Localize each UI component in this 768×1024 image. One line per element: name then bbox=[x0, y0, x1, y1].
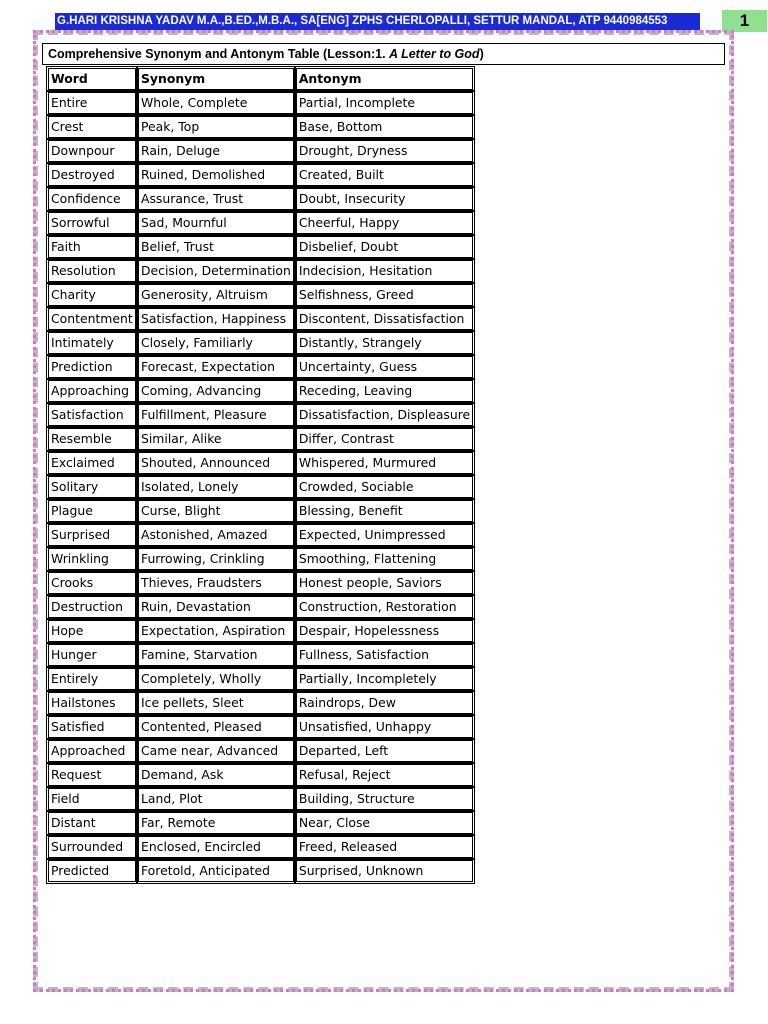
synonym-cell: Demand, Ask bbox=[138, 764, 294, 786]
word-cell: Approached bbox=[48, 740, 136, 762]
lesson-name: A Letter to God bbox=[389, 47, 480, 61]
antonym-cell: Created, Built bbox=[296, 164, 473, 186]
table-row bbox=[48, 164, 473, 186]
antonym-cell: Surprised, Unknown bbox=[296, 860, 473, 882]
antonym-cell: Refusal, Reject bbox=[296, 764, 473, 786]
antonym-cell: Partially, Incompletely bbox=[296, 668, 473, 690]
word-cell: Intimately bbox=[48, 332, 136, 354]
table-header-row bbox=[48, 68, 473, 90]
synonym-cell: Expectation, Aspiration bbox=[138, 620, 294, 642]
synonym-cell: Enclosed, Encircled bbox=[138, 836, 294, 858]
table-row bbox=[48, 236, 473, 258]
table-row bbox=[48, 716, 473, 738]
antonym-cell: Departed, Left bbox=[296, 740, 473, 762]
word-cell: Hunger bbox=[48, 644, 136, 666]
table-row bbox=[48, 308, 473, 330]
word-cell: Resemble bbox=[48, 428, 136, 450]
word-cell: Request bbox=[48, 764, 136, 786]
synonym-cell: Furrowing, Crinkling bbox=[138, 548, 294, 570]
antonym-cell: Fullness, Satisfaction bbox=[296, 644, 473, 666]
synonym-cell: Land, Plot bbox=[138, 788, 294, 810]
antonym-cell: Unsatisfied, Unhappy bbox=[296, 716, 473, 738]
antonym-cell: Indecision, Hesitation bbox=[296, 260, 473, 282]
synonym-cell: Thieves, Fraudsters bbox=[138, 572, 294, 594]
synonym-cell: Forecast, Expectation bbox=[138, 356, 294, 378]
table-row bbox=[48, 92, 473, 114]
synonym-antonym-table bbox=[46, 66, 475, 884]
column-header-antonym: Antonym bbox=[296, 68, 473, 90]
table-row bbox=[48, 260, 473, 282]
antonym-cell: Dissatisfaction, Displeasure bbox=[296, 404, 473, 426]
word-cell: Predicted bbox=[48, 860, 136, 882]
table-row bbox=[48, 428, 473, 450]
word-cell: Charity bbox=[48, 284, 136, 306]
word-cell: Approaching bbox=[48, 380, 136, 402]
table-row bbox=[48, 212, 473, 234]
table-title-suffix: ) bbox=[479, 47, 484, 61]
antonym-cell: Receding, Leaving bbox=[296, 380, 473, 402]
table-row bbox=[48, 188, 473, 210]
table-row bbox=[48, 836, 473, 858]
antonym-cell: Partial, Incomplete bbox=[296, 92, 473, 114]
antonym-cell: Disbelief, Doubt bbox=[296, 236, 473, 258]
antonym-cell: Honest people, Saviors bbox=[296, 572, 473, 594]
table-row bbox=[48, 692, 473, 714]
word-cell: Prediction bbox=[48, 356, 136, 378]
table-row bbox=[48, 548, 473, 570]
synonym-cell: Assurance, Trust bbox=[138, 188, 294, 210]
word-cell: Distant bbox=[48, 812, 136, 834]
antonym-cell: Differ, Contrast bbox=[296, 428, 473, 450]
synonym-cell: Ice pellets, Sleet bbox=[138, 692, 294, 714]
table-row bbox=[48, 740, 473, 762]
synonym-cell: Famine, Starvation bbox=[138, 644, 294, 666]
word-cell: Downpour bbox=[48, 140, 136, 162]
antonym-cell: Base, Bottom bbox=[296, 116, 473, 138]
word-cell: Solitary bbox=[48, 476, 136, 498]
table-row bbox=[48, 332, 473, 354]
table-row bbox=[48, 572, 473, 594]
synonym-cell: Ruined, Demolished bbox=[138, 164, 294, 186]
synonym-cell: Far, Remote bbox=[138, 812, 294, 834]
table-title-prefix: Comprehensive Synonym and Antonym Table (Lesson:1. bbox=[48, 47, 390, 61]
word-cell: Faith bbox=[48, 236, 136, 258]
table-row bbox=[48, 356, 473, 378]
table-row bbox=[48, 788, 473, 810]
table-row bbox=[48, 284, 473, 306]
table-row bbox=[48, 476, 473, 498]
table-row bbox=[48, 620, 473, 642]
antonym-cell: Building, Structure bbox=[296, 788, 473, 810]
table-row bbox=[48, 524, 473, 546]
synonym-cell: Sad, Mournful bbox=[138, 212, 294, 234]
antonym-cell: Smoothing, Flattening bbox=[296, 548, 473, 570]
word-cell: Satisfaction bbox=[48, 404, 136, 426]
word-cell: Confidence bbox=[48, 188, 136, 210]
header-banner: G.HARI KRISHNA YADAV M.A.,B.ED.,M.B.A., SA[ENG] ZPHS CHERLOPALLI, SETTUR MANDAL, ATP 9440984553 bbox=[55, 13, 700, 30]
word-cell: Crooks bbox=[48, 572, 136, 594]
antonym-cell: Crowded, Sociable bbox=[296, 476, 473, 498]
word-cell: Resolution bbox=[48, 260, 136, 282]
word-cell: Surrounded bbox=[48, 836, 136, 858]
synonym-cell: Fulfillment, Pleasure bbox=[138, 404, 294, 426]
word-cell: Destruction bbox=[48, 596, 136, 618]
page-number: 1 bbox=[722, 10, 767, 32]
word-cell: Exclaimed bbox=[48, 452, 136, 474]
antonym-cell: Despair, Hopelessness bbox=[296, 620, 473, 642]
synonym-cell: Contented, Pleased bbox=[138, 716, 294, 738]
synonym-cell: Completely, Wholly bbox=[138, 668, 294, 690]
word-cell: Satisfied bbox=[48, 716, 136, 738]
word-cell: Hope bbox=[48, 620, 136, 642]
table-row bbox=[48, 116, 473, 138]
antonym-cell: Selfishness, Greed bbox=[296, 284, 473, 306]
column-header-word: Word bbox=[48, 68, 136, 90]
word-cell: Destroyed bbox=[48, 164, 136, 186]
table-row bbox=[48, 404, 473, 426]
synonym-cell: Belief, Trust bbox=[138, 236, 294, 258]
synonym-cell: Coming, Advancing bbox=[138, 380, 294, 402]
table-row bbox=[48, 500, 473, 522]
word-cell: Entirely bbox=[48, 668, 136, 690]
antonym-cell: Freed, Released bbox=[296, 836, 473, 858]
table-row bbox=[48, 860, 473, 882]
table-row bbox=[48, 668, 473, 690]
table-row bbox=[48, 812, 473, 834]
synonym-cell: Decision, Determination bbox=[138, 260, 294, 282]
antonym-cell: Distantly, Strangely bbox=[296, 332, 473, 354]
antonym-cell: Cheerful, Happy bbox=[296, 212, 473, 234]
table-row bbox=[48, 764, 473, 786]
column-header-synonym: Synonym bbox=[138, 68, 294, 90]
table-row bbox=[48, 380, 473, 402]
synonym-cell: Generosity, Altruism bbox=[138, 284, 294, 306]
word-cell: Crest bbox=[48, 116, 136, 138]
synonym-cell: Ruin, Devastation bbox=[138, 596, 294, 618]
word-cell: Entire bbox=[48, 92, 136, 114]
synonym-cell: Astonished, Amazed bbox=[138, 524, 294, 546]
antonym-cell: Uncertainty, Guess bbox=[296, 356, 473, 378]
synonym-cell: Shouted, Announced bbox=[138, 452, 294, 474]
table-row bbox=[48, 452, 473, 474]
synonym-cell: Peak, Top bbox=[138, 116, 294, 138]
synonym-cell: Isolated, Lonely bbox=[138, 476, 294, 498]
synonym-cell: Foretold, Anticipated bbox=[138, 860, 294, 882]
word-cell: Contentment bbox=[48, 308, 136, 330]
antonym-cell: Expected, Unimpressed bbox=[296, 524, 473, 546]
antonym-cell: Doubt, Insecurity bbox=[296, 188, 473, 210]
word-cell: Plague bbox=[48, 500, 136, 522]
antonym-cell: Near, Close bbox=[296, 812, 473, 834]
word-cell: Surprised bbox=[48, 524, 136, 546]
antonym-cell: Raindrops, Dew bbox=[296, 692, 473, 714]
synonym-cell: Similar, Alike bbox=[138, 428, 294, 450]
antonym-cell: Discontent, Dissatisfaction bbox=[296, 308, 473, 330]
antonym-cell: Construction, Restoration bbox=[296, 596, 473, 618]
word-cell: Field bbox=[48, 788, 136, 810]
synonym-cell: Closely, Familiarly bbox=[138, 332, 294, 354]
synonym-cell: Rain, Deluge bbox=[138, 140, 294, 162]
synonym-cell: Came near, Advanced bbox=[138, 740, 294, 762]
table-row bbox=[48, 140, 473, 162]
table-body bbox=[48, 92, 473, 882]
synonym-cell: Satisfaction, Happiness bbox=[138, 308, 294, 330]
antonym-cell: Whispered, Murmured bbox=[296, 452, 473, 474]
antonym-cell: Blessing, Benefit bbox=[296, 500, 473, 522]
table-title bbox=[42, 43, 725, 65]
word-cell: Sorrowful bbox=[48, 212, 136, 234]
word-cell: Hailstones bbox=[48, 692, 136, 714]
table-row bbox=[48, 596, 473, 618]
synonym-cell: Curse, Blight bbox=[138, 500, 294, 522]
antonym-cell: Drought, Dryness bbox=[296, 140, 473, 162]
word-cell: Wrinkling bbox=[48, 548, 136, 570]
table-row bbox=[48, 644, 473, 666]
synonym-cell: Whole, Complete bbox=[138, 92, 294, 114]
